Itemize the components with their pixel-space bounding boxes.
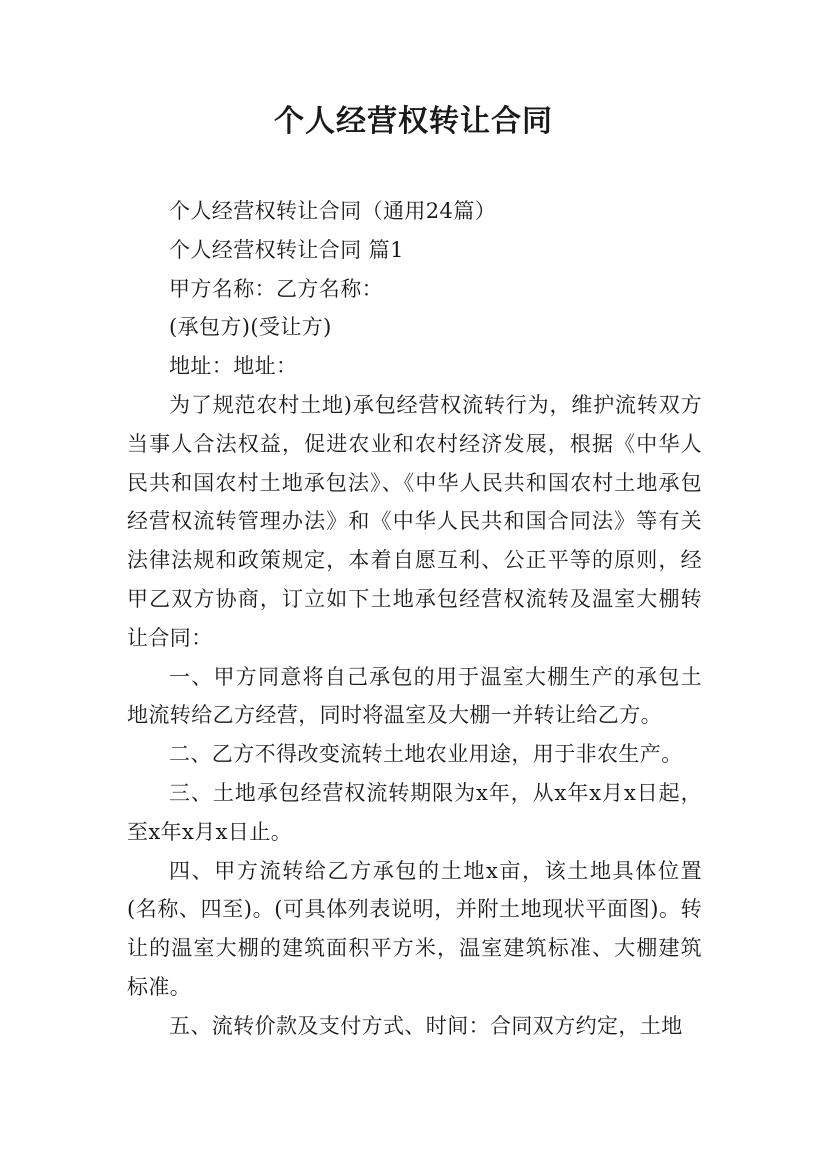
paragraph-clause-1: 一、甲方同意将自己承包的用于温室大棚生产的承包土地流转给乙方经营，同时将温室及大棚一并转让给乙方。 xyxy=(127,664,702,728)
paragraph-subtitle: 个人经营权转让合同（通用24篇） xyxy=(169,199,497,223)
paragraph-clause-5: 五、流转价款及支付方式、时间：合同双方约定，土地 xyxy=(169,1013,683,1038)
paragraph-party-names: 甲方名称：乙方名称： xyxy=(169,276,383,301)
document-body xyxy=(127,192,702,1046)
paragraph-party-roles: (承包方)(受让方) xyxy=(169,315,332,340)
document-title: 个人经营权转让合同 xyxy=(274,104,553,139)
paragraph-clause-2: 二、乙方不得改变流转土地农业用途，用于非农生产。 xyxy=(169,742,683,767)
paragraph-preamble: 为了规范农村土地)承包经营权流转行为，维护流转双方当事人合法权益，促进农业和农村经济发展，根据《中华人民共和国农村土地承包法》、《中华人民共和国农村土地承包经营权流转管理办法》和《中华人民共和国合同法》等有关法律法规和政策规定，本着自愿互利、公正平等的原则，经甲乙双方协商，订立如下土地承包经营权流转及温室大棚转让合同： xyxy=(127,392,702,650)
paragraph-addresses: 地址：地址： xyxy=(169,354,298,379)
paragraph-clause-3: 三、土地承包经营权流转期限为x年，从x年x月x日起，至x年x月x日止。 xyxy=(127,780,702,844)
paragraph-clause-4: 四、甲方流转给乙方承包的土地x亩，该土地具体位置(名称、四至)。(可具体列表说明，并附土地现状平面图)。转让的温室大棚的建筑面积平方米，温室建筑标准、大棚建筑标准。 xyxy=(127,858,702,999)
paragraph-section-heading: 个人经营权转让合同 篇1 xyxy=(169,237,404,262)
